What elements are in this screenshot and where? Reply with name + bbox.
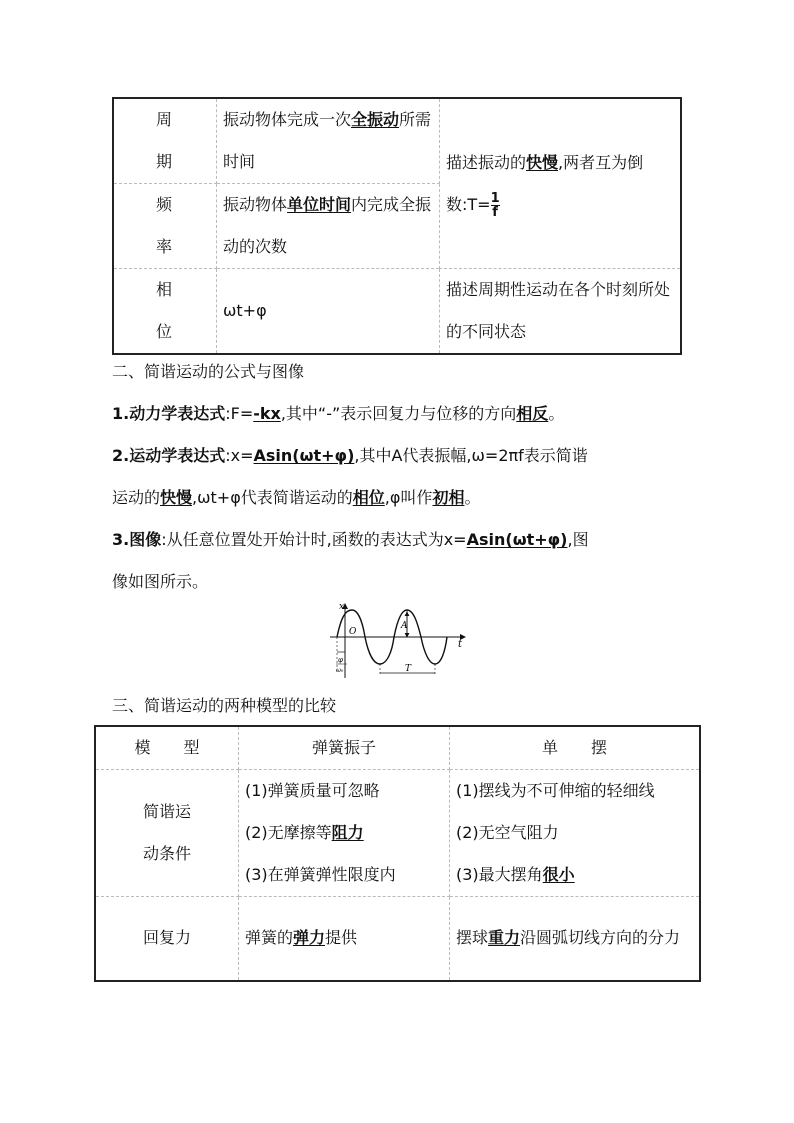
spring-restoring-force: 弹簧的弹力提供 — [239, 897, 450, 981]
definition-cell: 振动物体单位时间内完成全振动的次数 — [217, 184, 440, 269]
pendulum-restoring-force: 摆球重力沿圆弧切线方向的分力 — [450, 897, 701, 981]
row-label: 相 位 — [113, 269, 217, 355]
conditions-label: 简谐运 动条件 — [95, 770, 239, 897]
definition-cell: 振动物体完成一次全振动所需时间 — [217, 98, 440, 184]
phase-den: ω₀ — [336, 667, 344, 674]
row-label: 周 期 — [113, 98, 217, 184]
key-term: 快慢 — [526, 152, 559, 172]
table-row — [95, 770, 700, 897]
spring-conditions: (1)弹簧质量可忽略 (2)无摩擦等阻力 (3)在弹簧弹性限度内 — [239, 770, 450, 897]
sine-wave-graph — [325, 600, 470, 682]
table-row — [113, 98, 681, 184]
item-graph: 3.图像:从任意位置处开始计时,函数的表达式为x=Asin(ωt+φ),图 — [112, 530, 589, 549]
restoring-force-label: 回复力 — [95, 897, 239, 981]
merged-description-cell: 描述振动的快慢,两者互为倒数:T= $\frac{1}{f}$ — [440, 98, 682, 269]
phase-num: φ — [338, 656, 343, 664]
section-heading: 三、简谐运动的两种模型的比较 — [112, 696, 337, 715]
t-axis-label: t — [458, 639, 463, 650]
origin-label: O — [349, 627, 357, 637]
amplitude-label: A — [401, 621, 408, 631]
item-kinematics-cont: 运动的快慢,ωt+φ代表简谐运动的相位,φ叫作初相。 — [112, 488, 481, 507]
section-heading: 二、简谐运动的公式与图像 — [112, 362, 305, 381]
model-comparison-table — [94, 725, 701, 982]
period-label: T — [405, 664, 412, 674]
pendulum-conditions: (1)摆线为不可伸缩的轻细线 (2)无空气阻力 (3)最大摆角很小 — [450, 770, 701, 897]
table-row — [113, 269, 681, 355]
fraction-1-over-f: $\frac{1}{f}$ — [490, 190, 500, 220]
period-frequency-phase-table — [112, 97, 682, 355]
header-model: 模 型 — [95, 726, 239, 770]
table-row — [95, 897, 700, 981]
key-term: 全振动 — [351, 110, 400, 129]
item-kinematics: 2.运动学表达式:x=Asin(ωt+φ),其中A代表振幅,ω=2πf表示简谐 — [112, 446, 588, 465]
item-dynamics: 1.动力学表达式:F=-kx,其中“-”表示回复力与位移的方向相反。 — [112, 404, 565, 423]
header-spring: 弹簧振子 — [239, 726, 450, 770]
x-axis-label: x — [339, 602, 345, 612]
definition-cell: ωt+φ — [217, 269, 440, 355]
row-label: 频 率 — [113, 184, 217, 269]
description-cell: 描述周期性运动在各个时刻所处的不同状态 — [440, 269, 682, 355]
header-pendulum: 单 摆 — [450, 726, 701, 770]
key-term: 单位时间 — [287, 195, 352, 214]
table-header-row — [95, 726, 700, 770]
item-graph-cont: 像如图所示。 — [112, 572, 209, 591]
